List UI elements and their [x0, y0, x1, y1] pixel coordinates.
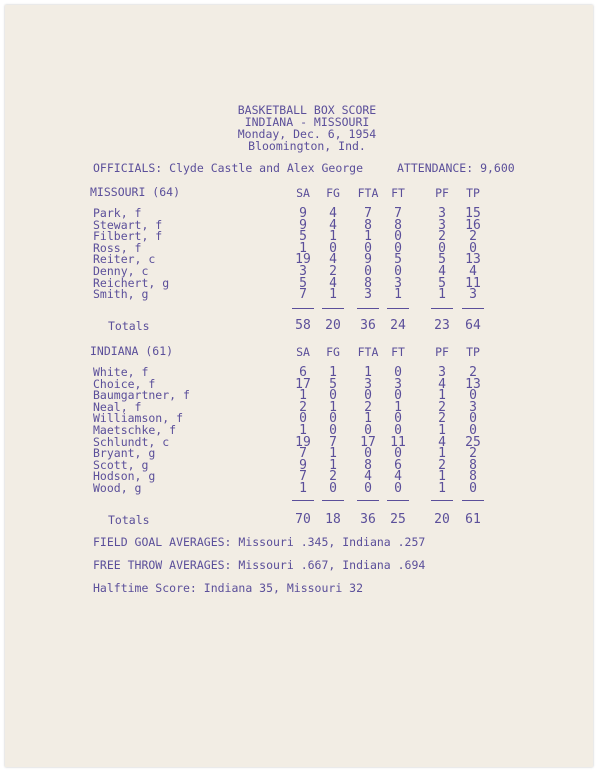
indiana-player-name: Maetschke, f [93, 423, 177, 437]
indiana-stat-cell: 2 [438, 411, 446, 427]
indiana-total-rule [462, 500, 484, 501]
missouri-stat-cell: 9 [299, 206, 307, 221]
missouri-totals-label: Totals [108, 319, 150, 333]
indiana-stat-cell: 2 [469, 446, 477, 462]
missouri-total-cell: 64 [465, 318, 481, 333]
missouri-stat-cell: 3 [364, 287, 372, 303]
missouri-stat-cell: 4 [469, 264, 477, 279]
indiana-stat-cell: 8 [469, 457, 477, 473]
indiana-total-rule [431, 500, 453, 501]
indiana-column-header: FTA [357, 345, 379, 359]
field-goal-averages: FIELD GOAL AVERAGES: Missouri .345, Indiana .257 [93, 535, 426, 549]
indiana-stat-cell: 1 [438, 446, 446, 462]
indiana-stat-cell: 1 [364, 365, 372, 380]
missouri-stat-cell: 0 [364, 264, 372, 279]
missouri-stat-cell: 11 [465, 275, 481, 291]
indiana-stat-cell: 1 [329, 457, 337, 473]
indiana-stat-cell: 17 [295, 376, 311, 392]
missouri-stat-cell: 3 [438, 206, 446, 221]
indiana-stat-cell: 2 [299, 399, 307, 415]
missouri-stat-cell: 3 [394, 275, 402, 291]
missouri-stat-cell: 1 [364, 229, 372, 245]
indiana-stat-cell: 17 [360, 434, 376, 450]
missouri-player-name: Ross, f [93, 240, 142, 255]
indiana-stat-cell: 7 [299, 446, 307, 462]
indiana-column-header: FG [326, 345, 340, 359]
indiana-stat-cell: 0 [299, 411, 307, 427]
free-throw-averages: FREE THROW AVERAGES: Missouri .667, Indiana .694 [93, 558, 426, 572]
indiana-stat-cell: 3 [469, 399, 477, 415]
indiana-stat-cell: 2 [364, 399, 372, 415]
indiana-stat-cell: 2 [329, 469, 337, 485]
doc-matchup: INDIANA - MISSOURI [244, 115, 370, 129]
document-page [5, 5, 593, 767]
indiana-stat-cell: 0 [364, 446, 372, 462]
indiana-stat-cell: 0 [394, 388, 402, 404]
indiana-stat-cell: 6 [299, 365, 307, 380]
missouri-stat-cell: 5 [438, 252, 446, 268]
missouri-stat-cell: 4 [329, 252, 337, 268]
indiana-stat-cell: 0 [394, 365, 402, 380]
indiana-stat-cell: 0 [364, 423, 372, 438]
missouri-total-rule [431, 308, 453, 309]
missouri-stat-cell: 0 [394, 240, 402, 256]
missouri-total-cell: 20 [325, 318, 341, 333]
indiana-stat-cell: 0 [329, 423, 337, 438]
indiana-total-cell: 25 [390, 512, 406, 527]
indiana-column-header: TP [466, 345, 480, 359]
missouri-stat-cell: 7 [299, 287, 307, 303]
missouri-total-cell: 36 [360, 318, 376, 333]
missouri-stat-cell: 5 [438, 275, 446, 291]
missouri-stat-cell: 0 [364, 240, 372, 256]
missouri-total-cell: 24 [390, 318, 406, 333]
indiana-stat-cell: 0 [469, 481, 477, 496]
halftime-score: Halftime Score: Indiana 35, Missouri 32 [93, 581, 364, 595]
missouri-total-rule [292, 308, 314, 309]
indiana-stat-cell: 1 [299, 388, 307, 404]
indiana-stat-cell: 8 [364, 457, 372, 473]
indiana-total-cell: 18 [325, 512, 341, 527]
indiana-stat-cell: 0 [364, 481, 372, 496]
indiana-stat-cell: 1 [438, 481, 446, 496]
missouri-stat-cell: 1 [329, 229, 337, 245]
indiana-stat-cell: 4 [364, 469, 372, 485]
indiana-totals-label: Totals [108, 513, 150, 527]
indiana-stat-cell: 3 [394, 376, 402, 392]
indiana-player-name: Bryant, g [93, 446, 156, 461]
missouri-stat-cell: 1 [329, 287, 337, 303]
indiana-player-name: Hodson, g [93, 469, 156, 484]
indiana-stat-cell: 1 [438, 388, 446, 404]
missouri-stat-cell: 1 [299, 240, 307, 256]
indiana-stat-cell: 0 [394, 411, 402, 427]
indiana-column-header: PF [435, 345, 449, 359]
missouri-stat-cell: 9 [364, 252, 372, 268]
missouri-stat-cell: 3 [469, 287, 477, 303]
missouri-stat-cell: 7 [394, 206, 402, 221]
indiana-player-name: Williamson, f [93, 411, 184, 426]
missouri-total-rule [357, 308, 379, 309]
indiana-stat-cell: 6 [394, 457, 402, 473]
indiana-stat-cell: 3 [364, 376, 372, 392]
indiana-team-title: INDIANA (61) [90, 344, 174, 358]
missouri-total-rule [387, 308, 409, 309]
indiana-column-header: FT [391, 345, 405, 359]
indiana-stat-cell: 1 [364, 411, 372, 427]
missouri-stat-cell: 2 [329, 264, 337, 279]
indiana-player-name: White, f [93, 365, 149, 379]
indiana-stat-cell: 0 [329, 388, 337, 404]
missouri-player-name: Reichert, g [93, 275, 170, 290]
indiana-stat-cell: 1 [329, 446, 337, 462]
missouri-player-name: Filbert, f [93, 229, 163, 244]
missouri-stat-cell: 8 [364, 275, 372, 291]
missouri-column-header: PF [435, 186, 449, 200]
missouri-stat-cell: 19 [295, 252, 311, 268]
missouri-stat-cell: 0 [469, 240, 477, 256]
indiana-stat-cell: 0 [394, 446, 402, 462]
missouri-stat-cell: 4 [329, 275, 337, 291]
missouri-stat-cell: 5 [299, 229, 307, 245]
missouri-stat-cell: 0 [394, 264, 402, 279]
missouri-stat-cell: 15 [465, 206, 481, 221]
indiana-stat-cell: 7 [329, 434, 337, 450]
indiana-stat-cell: 19 [295, 434, 311, 450]
indiana-total-cell: 20 [434, 512, 450, 527]
indiana-stat-cell: 9 [299, 457, 307, 473]
indiana-stat-cell: 0 [329, 411, 337, 427]
indiana-total-rule [357, 500, 379, 501]
missouri-stat-cell: 4 [329, 217, 337, 233]
indiana-total-rule [322, 500, 344, 501]
indiana-stat-cell: 13 [465, 376, 481, 392]
missouri-total-cell: 58 [295, 318, 311, 333]
missouri-stat-cell: 7 [364, 206, 372, 221]
doc-location: Bloomington, Ind. [248, 139, 366, 153]
indiana-player-name: Choice, f [93, 376, 156, 391]
missouri-player-name: Smith, g [93, 287, 149, 302]
missouri-stat-cell: 8 [364, 217, 372, 233]
indiana-stat-cell: 0 [469, 411, 477, 427]
missouri-player-name: Denny, c [93, 264, 149, 278]
missouri-column-header: TP [466, 186, 480, 200]
missouri-stat-cell: 3 [438, 217, 446, 233]
doc-date: Monday, Dec. 6, 1954 [237, 127, 377, 141]
missouri-stat-cell: 4 [329, 206, 337, 221]
missouri-stat-cell: 5 [394, 252, 402, 268]
missouri-stat-cell: 1 [438, 287, 446, 303]
missouri-player-name: Reiter, c [93, 252, 156, 267]
indiana-stat-cell: 1 [329, 399, 337, 415]
missouri-total-rule [462, 308, 484, 309]
missouri-stat-cell: 5 [299, 275, 307, 291]
missouri-stat-cell: 16 [465, 217, 481, 233]
indiana-stat-cell: 2 [438, 399, 446, 415]
missouri-stat-cell: 0 [329, 240, 337, 256]
indiana-stat-cell: 0 [394, 423, 402, 438]
missouri-stat-cell: 4 [438, 264, 446, 279]
missouri-player-name: Stewart, f [93, 217, 163, 232]
missouri-total-cell: 23 [434, 318, 450, 333]
missouri-stat-cell: 13 [465, 252, 481, 268]
indiana-player-name: Baumgartner, f [93, 388, 190, 403]
indiana-stat-cell: 4 [438, 434, 446, 450]
indiana-stat-cell: 0 [469, 423, 477, 438]
missouri-stat-cell: 3 [299, 264, 307, 279]
indiana-total-rule [387, 500, 409, 501]
missouri-team-title: MISSOURI (64) [90, 185, 181, 199]
indiana-stat-cell: 7 [299, 469, 307, 485]
missouri-column-header: FTA [357, 186, 379, 200]
indiana-stat-cell: 3 [438, 365, 446, 380]
indiana-stat-cell: 1 [394, 399, 402, 415]
officials-line: OFFICIALS: Clyde Castle and Alex George [93, 161, 364, 175]
missouri-stat-cell: 8 [394, 217, 402, 233]
attendance-line: ATTENDANCE: 9,600 [397, 161, 515, 175]
missouri-stat-cell: 1 [394, 287, 402, 303]
missouri-stat-cell: 2 [438, 229, 446, 245]
indiana-stat-cell: 25 [465, 434, 481, 450]
missouri-player-name: Park, f [93, 206, 142, 220]
indiana-stat-cell: 0 [364, 388, 372, 404]
missouri-stat-cell: 0 [438, 240, 446, 256]
indiana-stat-cell: 4 [438, 376, 446, 392]
missouri-column-header: SA [296, 186, 310, 200]
missouri-column-header: FG [326, 186, 340, 200]
doc-title: BASKETBALL BOX SCORE [237, 103, 377, 117]
indiana-player-name: Scott, g [93, 457, 149, 472]
indiana-total-cell: 36 [360, 512, 376, 527]
indiana-column-header: SA [296, 345, 310, 359]
missouri-stat-cell: 0 [394, 229, 402, 245]
indiana-total-rule [292, 500, 314, 501]
missouri-stat-cell: 2 [469, 229, 477, 245]
indiana-stat-cell: 0 [469, 388, 477, 404]
indiana-player-name: Schlundt, c [93, 434, 170, 449]
indiana-player-name: Neal, f [93, 399, 142, 414]
indiana-stat-cell: 4 [394, 469, 402, 485]
indiana-stat-cell: 0 [394, 481, 402, 496]
indiana-stat-cell: 1 [299, 423, 307, 438]
indiana-stat-cell: 8 [469, 469, 477, 485]
indiana-stat-cell: 1 [438, 469, 446, 485]
indiana-stat-cell: 2 [438, 457, 446, 473]
indiana-stat-cell: 1 [299, 481, 307, 496]
indiana-stat-cell: 11 [390, 434, 406, 450]
indiana-total-cell: 70 [295, 512, 311, 527]
missouri-column-header: FT [391, 186, 405, 200]
indiana-player-name: Wood, g [93, 481, 142, 495]
missouri-stat-cell: 9 [299, 217, 307, 233]
indiana-stat-cell: 2 [469, 365, 477, 380]
indiana-stat-cell: 1 [438, 423, 446, 438]
indiana-stat-cell: 5 [329, 376, 337, 392]
indiana-total-cell: 61 [465, 512, 481, 527]
indiana-stat-cell: 1 [329, 365, 337, 380]
missouri-total-rule [322, 308, 344, 309]
indiana-stat-cell: 0 [329, 481, 337, 496]
